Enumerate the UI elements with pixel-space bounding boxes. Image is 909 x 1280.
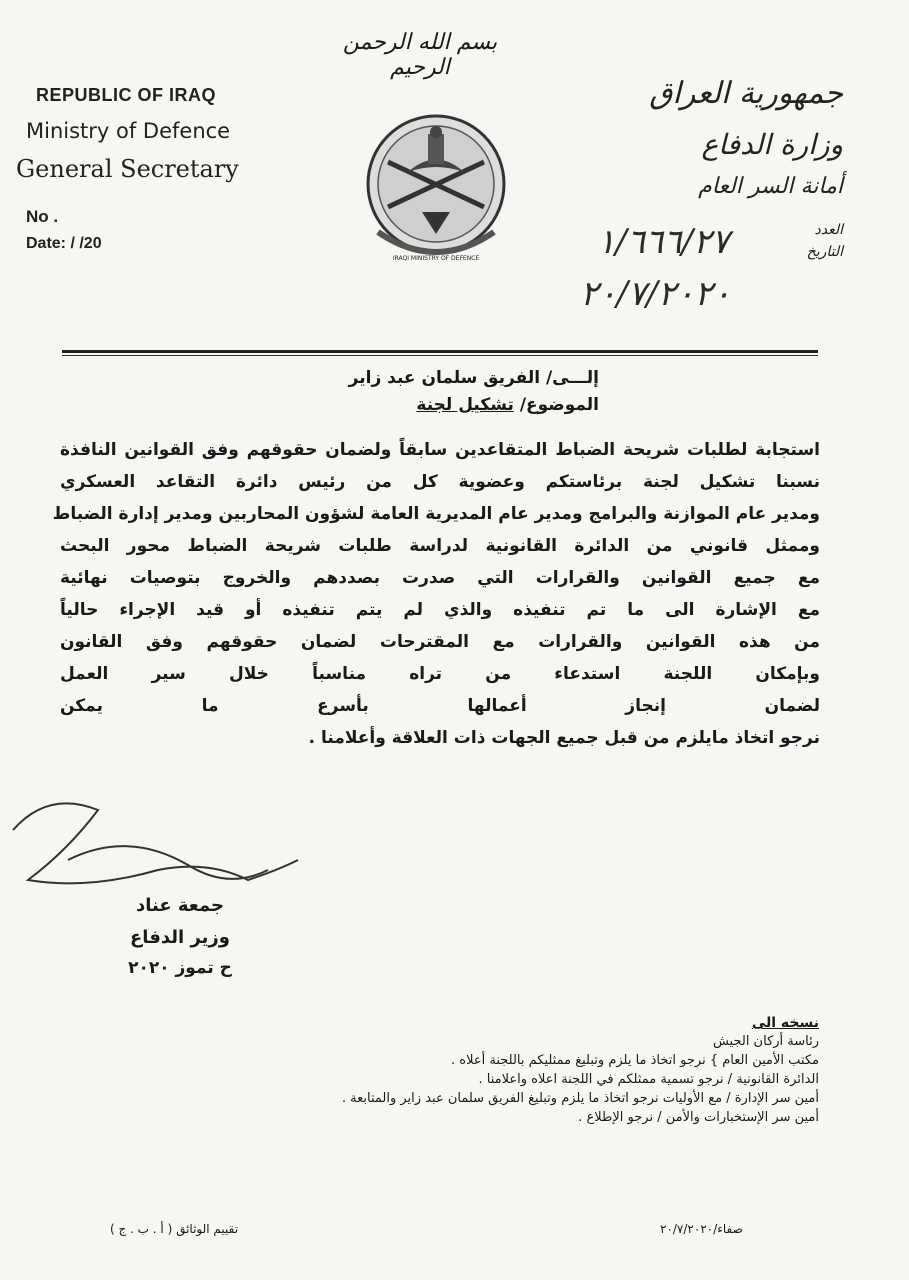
ministry-emblem-icon <box>358 112 514 268</box>
header-office-ar: أمانة السر العام <box>698 174 843 199</box>
recipient-line: إلـــى/ الفريق سلمان عبد زاير <box>348 368 599 388</box>
letter-body <box>52 440 820 760</box>
body-line: نسبنا تشكيل لجنة برئاستكم وعضوية كل من رئيس دائرة التقاعد العسكري <box>60 472 820 492</box>
body-line: لضمان إنجاز أعمالها بأسرع ما يمكن <box>60 696 820 716</box>
signature-icon <box>8 770 308 900</box>
header-date-label: Date: / /20 <box>26 235 102 252</box>
body-line: وبإمكان اللجنة استدعاء من تراه مناسباً خلال سير العمل <box>60 664 820 684</box>
header-number-label: No . <box>26 207 59 226</box>
copies-section <box>59 1015 819 1129</box>
handwritten-date: ٢٠/٧/٢٠٢٠ <box>580 274 731 314</box>
emblem-text: IRAQI MINISTRY OF DEFENCE <box>392 255 480 262</box>
body-line: نرجو اتخاذ مايلزم من قبل جميع الجهات ذات العلاقة وأعلامنا . <box>308 728 820 748</box>
header-ministry-ar: وزارة الدفاع <box>701 128 843 161</box>
header-country-en: REPUBLIC OF IRAQ <box>36 85 217 105</box>
copies-line: أمين سر الإستخبارات والأمن / نرجو الإطلاع . <box>578 1110 819 1125</box>
subject-text: تشكيل لجنة <box>416 395 514 415</box>
body-line: مع الإشارة الى ما تم تنفيذه والذي لم يتم تنفيذه أو قيد الإجراء حالياً <box>60 600 820 620</box>
signatory-title: وزير الدفاع <box>130 927 230 948</box>
body-line: استجابة لطلبات شريحة الضباط المتقاعدين سابقاً ولضمان حقوقهم وفق القوانين النافذة <box>60 440 820 460</box>
date-label-ar: التاريخ <box>806 244 843 260</box>
header-ministry-en: Ministry of Defence <box>26 119 231 143</box>
body-line: من هذه القوانين والقرارات مع المقترحات لضمان حقوقهم وفق القانون <box>60 632 820 652</box>
copies-line: رئاسة أركان الجيش <box>712 1034 819 1049</box>
subject-line <box>416 395 599 415</box>
handwritten-reference-number: ١/٦٦٦/٢٧ <box>597 222 730 262</box>
copies-heading: نسخه الى <box>751 1015 819 1031</box>
header-country-ar: جمهورية العراق <box>649 76 843 111</box>
header-divider-thin <box>62 355 818 356</box>
copies-line: مكتب الأمين العام } نرجو اتخاذ ما يلزم وتبليغ ممثليكم باللجنة أعلاه . <box>451 1053 819 1068</box>
number-label-ar: العدد <box>814 222 843 238</box>
signature-date: ح تموز ٢٠٢٠ <box>128 958 232 978</box>
signatory-name: جمعة عناد <box>135 895 225 916</box>
header-divider <box>62 350 818 353</box>
body-line: مع جميع القوانين والقرارات التي صدرت بصددهم والخروج بتوصيات نهائية <box>60 568 820 588</box>
body-line: ومدير عام الموازنة والبرامج ومدير عام المديرية العامة لشؤون المحاربين ومدير إدارة الضباط <box>52 504 820 524</box>
copies-line: الدائرة القانونية / نرجو تسمية ممثلكم في اللجنة اعلاه واعلامنا . <box>478 1072 819 1087</box>
bismillah-heading: بسم الله الرحمن الرحيم <box>342 30 498 80</box>
body-line: وممثل قانوني من الدائرة القانونية لدراسة طلبات شريحة الضباط محور البحث <box>60 536 820 556</box>
subject-label: الموضوع/ <box>519 395 599 415</box>
typist-date: صفاء/٢٠/٧/٢٠٢٠ <box>660 1222 743 1236</box>
header-office-en: General Secretary <box>16 155 239 183</box>
copies-line: أمين سر الإدارة / مع الأوليات نرجو اتخاذ ما يلزم وتبليغ الفريق سلمان عبد زاير والمتابعة . <box>341 1091 819 1106</box>
document-rating: تقييم الوثائق ( أ . ب . ج ) <box>110 1222 239 1236</box>
